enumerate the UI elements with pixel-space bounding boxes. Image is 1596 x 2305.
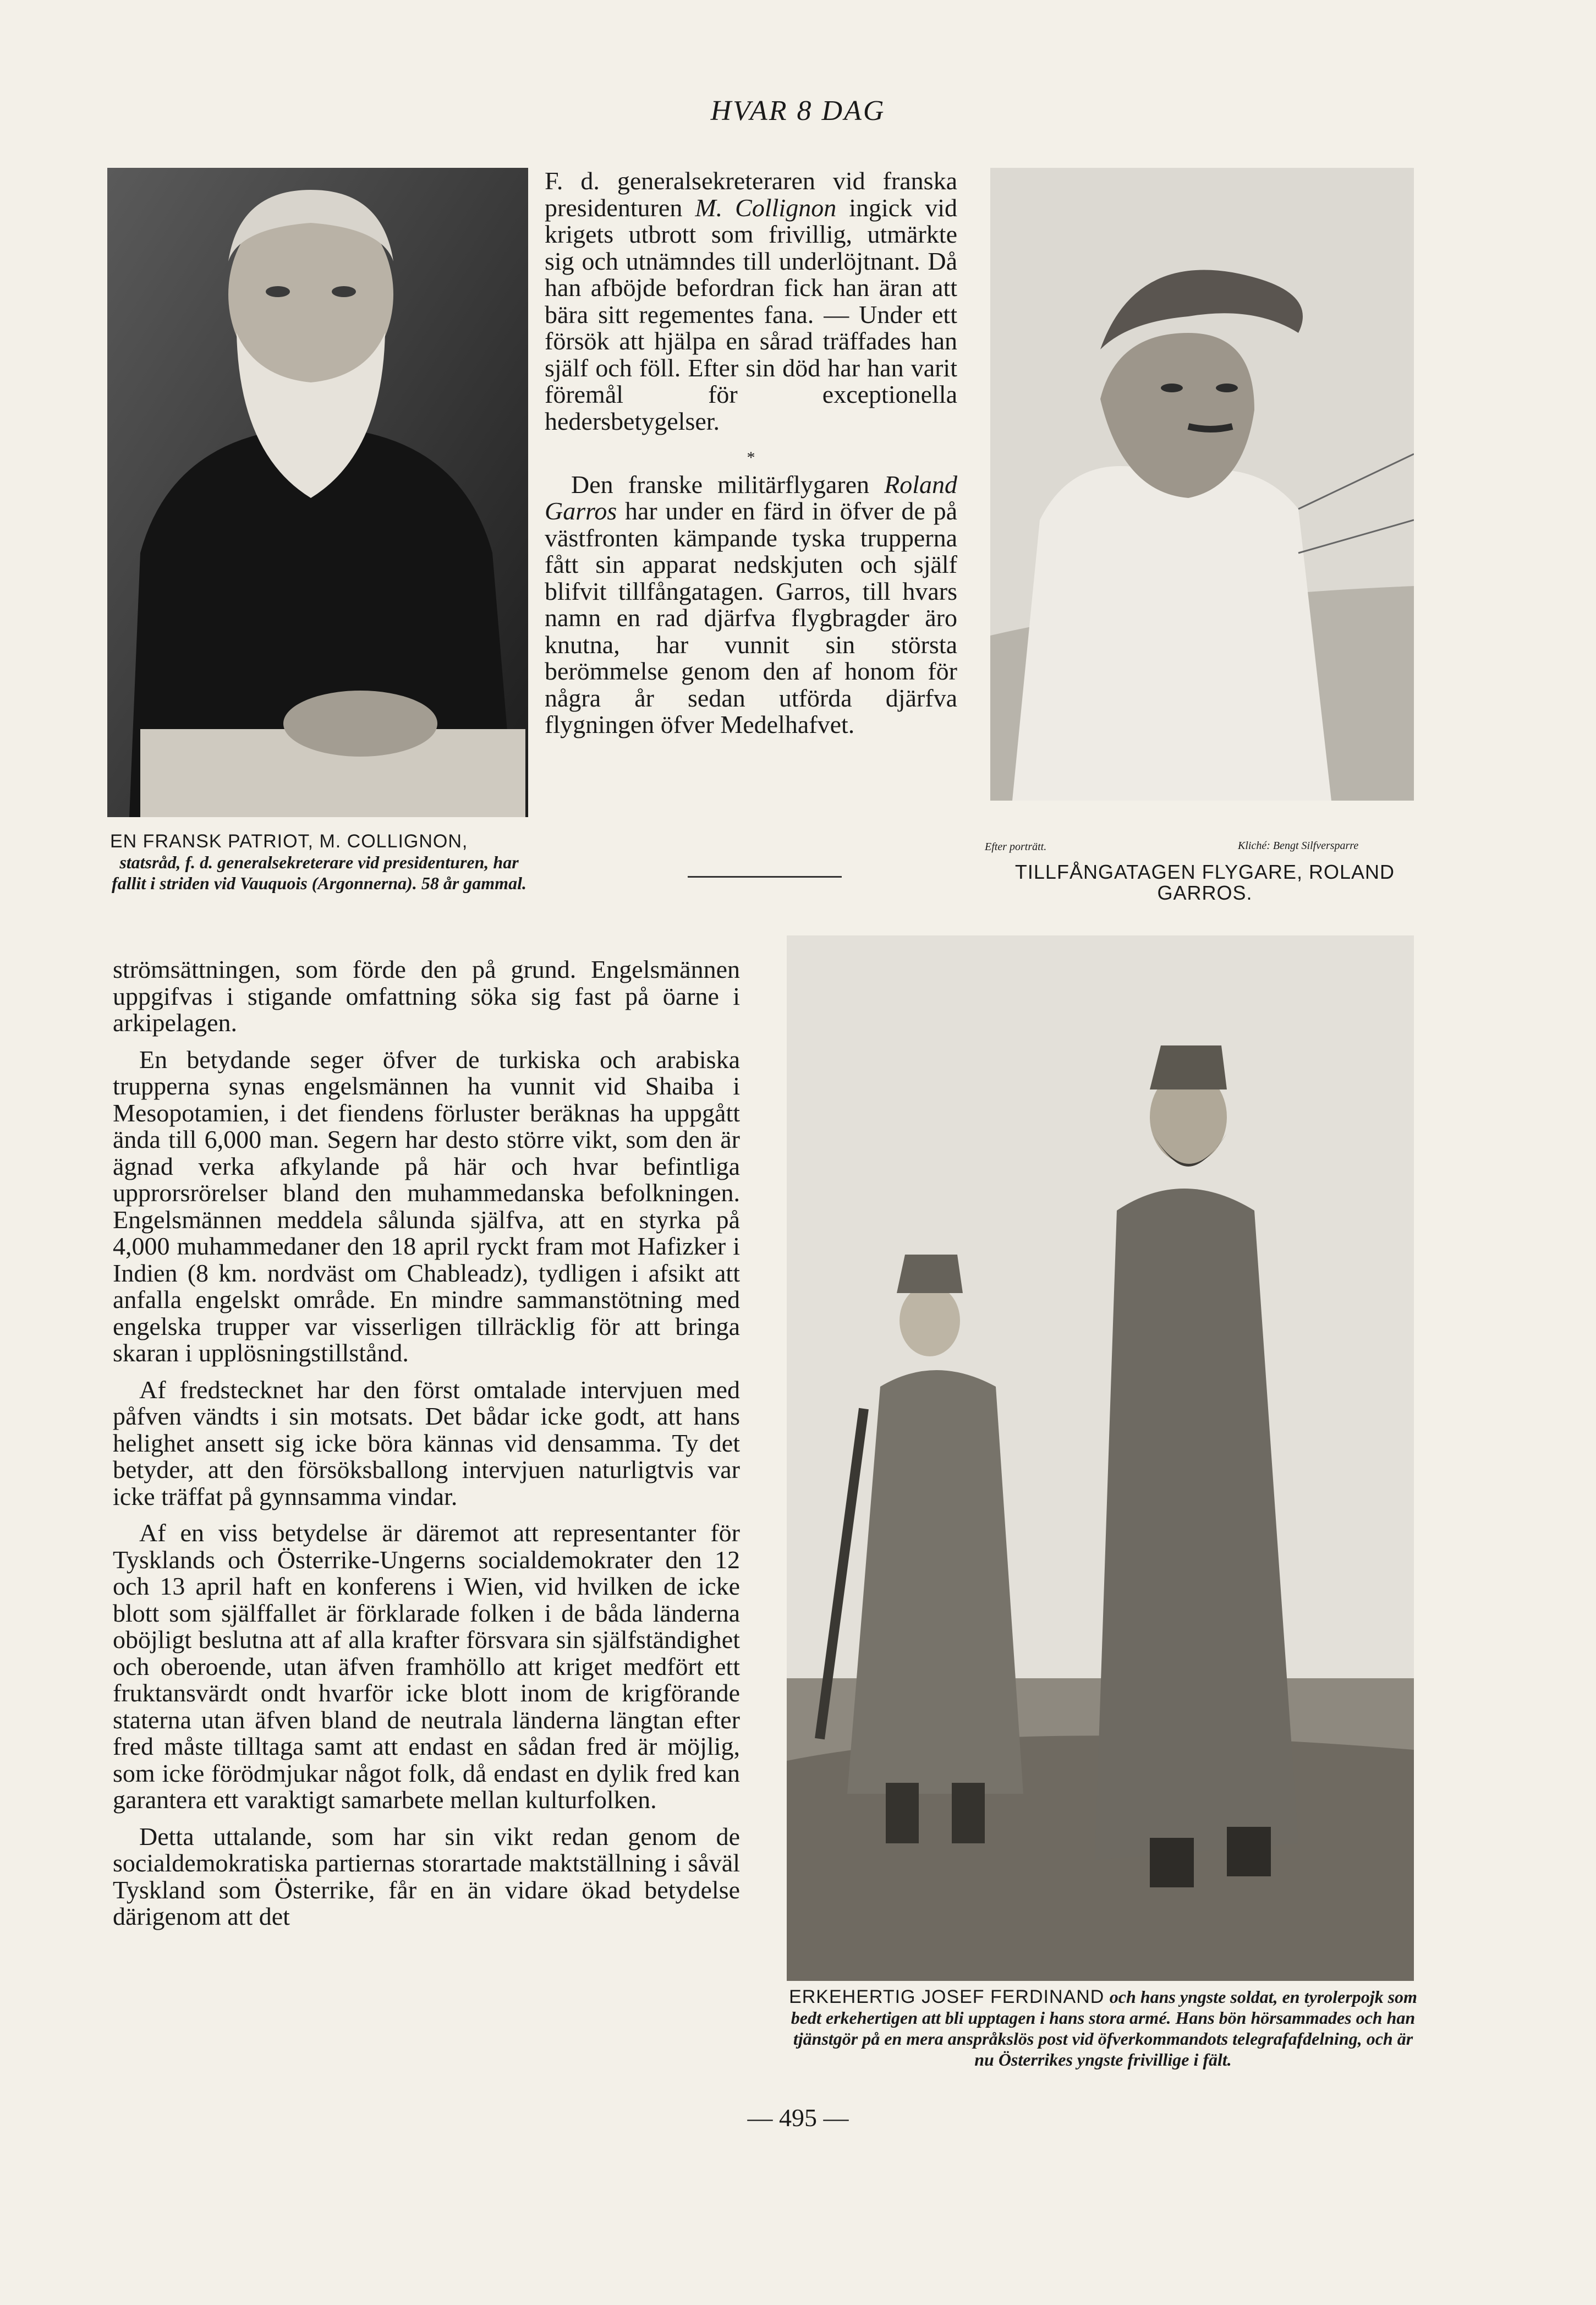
article-paragraph-collignon bbox=[545, 168, 957, 435]
text-span: har under en färd in öfver de på västfronten kämpande tyska trupperna fått sin apparat nedskjuten och själf blifvit tillfångatagen. Garros, till hvars namn en rad djärfva flygbragder äro knutna, har vunnit sin största berömmelse genom den af honom för några år sedan utförda djärfva flygningen öfver Medelhafvet. bbox=[545, 497, 957, 738]
text-span: F. d. generalsekreteraren vid franska presidenturen bbox=[545, 167, 957, 222]
text-span: ingick vid krigets utbrott som frivillig, utmärkte sig och utnämndes till underlöjtnant. Då han afböjde befordran fick han äran att bära sitt regementes fana. — Under ett försök att hjälpa en sårad träffades han själf och föll. Efter sin död har han varit föremål för exceptionella hedersbetygelser. bbox=[545, 193, 957, 435]
caption-ferdinand-text: och hans yngste soldat, en tyrolerpojk som bedt erkehertigen att bli upptagen i hans stora armé. Hans bön hörsammades och han tjänstgör på en mera anspråkslös post vid öfverkommandots telegrafafdelning, och är nu Österrikes yngste frivillige i fält. bbox=[791, 1987, 1417, 2069]
caption-collignon bbox=[110, 831, 528, 894]
name-garros: Roland Garros bbox=[545, 470, 957, 525]
photo-garros bbox=[990, 168, 1414, 801]
credit-garros-left: Efter porträtt. bbox=[985, 841, 1047, 853]
article-paragraph-5: Detta uttalande, som har sin vikt redan genom de socialdemokratiska partiernas storartade maktställning i såväl Tyskland som Österrike, får en än vidare ökad betydelse därigenom att det bbox=[113, 1822, 740, 1930]
article-top-column bbox=[545, 168, 957, 748]
caption-collignon-title: EN FRANSK PATRIOT, M. COLLIGNON, bbox=[110, 831, 468, 852]
article-paragraph-2: En betydande seger öfver de turkiska och arabiska trupperna synas engelsmännen ha vunnit vid Shaiba i Mesopotamien, i det fiendens förluster beräknas ha uppgått ända till 6,000 man. Segern har desto större vikt, som den är ägnad verka afkylande på här och hvar befintliga upprorsrörelser bland den muhammedanska befolkningen. Engelsmännen meddela sålunda själfva, att en styrka på 4,000 muhammedaner den 18 april ryckt fram mot Hafizker i Indien (8 km. nordväst om Chableadz), tydligen i afsikt att anfalla engelskt område. En mindre sammanstötning med engelska trupper var visserligen tillräcklig för att bringa skaran i upplösningstillstånd. bbox=[113, 1045, 740, 1367]
page-number: — 495 — bbox=[747, 2104, 849, 2132]
credit-garros-right: Kliché: Bengt Silfversparre bbox=[1238, 840, 1359, 852]
caption-ferdinand-title: ERKEHERTIG JOSEF FERDINAND bbox=[789, 1986, 1105, 2007]
name-collignon: M. Collignon bbox=[695, 193, 837, 222]
column-rule bbox=[688, 876, 842, 878]
article-bottom-column bbox=[113, 956, 740, 1940]
portrait-collignon-image bbox=[107, 168, 528, 817]
caption-collignon-text: statsråd, f. d. generalsekreterare vid presidenturen, har fallit i striden vid Vauquois (Argonnerna). 58 år gammal. bbox=[112, 852, 526, 893]
caption-josef-ferdinand bbox=[787, 1986, 1419, 2070]
soldiers-image bbox=[787, 935, 1414, 1981]
article-paragraph-1: strömsättningen, som förde den på grund. Engelsmännen uppgifvas i stigande omfattning söka sig fast på öarne i arkipelagen. bbox=[113, 955, 740, 1037]
running-header: HVAR 8 DAG bbox=[710, 95, 886, 127]
section-separator: * bbox=[747, 448, 755, 467]
portrait-garros-image bbox=[990, 168, 1414, 801]
text-span: Den franske militärflygaren bbox=[571, 470, 885, 499]
article-paragraph-3: Af fredstecknet har den först omtalade intervjuen med påfven vändts i sin motsats. Det bådar icke godt, att hans helighet ansett sig icke böra kännas vid densamma. Ty det betyder, att den försöksballong intervjuen naturligtvis var icke träffat på gynnsamma vindar. bbox=[113, 1375, 740, 1510]
article-paragraph-4: Af en viss betydelse är däremot att representanter för Tysklands och Österrike-Ungerns socialdemokrater den 12 och 13 april haft en konferens i Wien, vid hvilken de icke blott som själffallet är förklarade folken i de båda länderna oböjligt beslutna att af alla krafter försvara sin själfständighet och oberoende, utan äfven framhöllo att kriget medfört ett fruktansvärdt ondt hvarför icke blott inom de krigförande staterna utan äfven bland de neutrala länderna längtan efter fred måste tilltaga samt att endast en sådan fred är möjlig, som icke förödmjukar något folk, då endast en dylik fred kan garantera ett varaktigt samarbete mellan kulturfolken. bbox=[113, 1519, 740, 1814]
caption-garros: TILLFÅNGATAGEN FLYGARE, ROLAND GARROS. bbox=[1014, 861, 1395, 904]
article-paragraph-garros bbox=[545, 472, 957, 738]
photo-collignon bbox=[107, 168, 528, 817]
photo-josef-ferdinand bbox=[787, 935, 1414, 1981]
